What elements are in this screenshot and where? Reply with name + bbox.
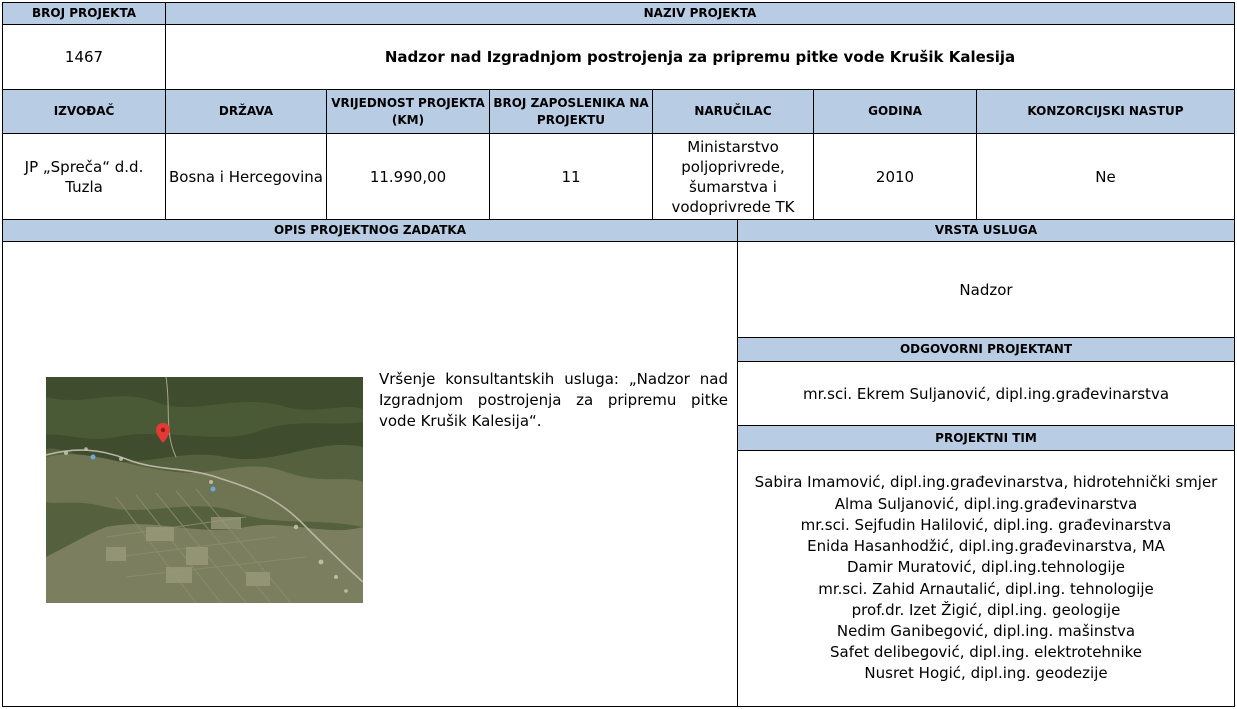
- projektni-tim-list: [737, 450, 1235, 707]
- vrijednost-value: 11.990,00: [326, 133, 490, 220]
- izvodjac-header: IZVOĐAČ: [2, 89, 166, 134]
- godina-value: 2010: [813, 133, 977, 220]
- drzava-value: Bosna i Hercegovina: [165, 133, 327, 220]
- odgovorni-projektant-value: mr.sci. Ekrem Suljanović, dipl.ing.građevinarstva: [737, 361, 1235, 426]
- drzava-header: DRŽAVA: [165, 89, 327, 134]
- narucilac-header: NARUČILAC: [652, 89, 814, 134]
- satellite-map-image: [46, 377, 363, 603]
- zaposlenici-header: BROJ ZAPOSLENIKA NA PROJEKTU: [489, 89, 653, 134]
- broj-projekta-value: 1467: [2, 24, 166, 90]
- izvodjac-value: JP „Spreča“ d.d. Tuzla: [2, 133, 166, 220]
- team-member: Sabira Imamović, dipl.ing.građevinarstva, hidrotehnički smjer: [754, 473, 1218, 492]
- projektni-tim-header: PROJEKTNI TIM: [737, 425, 1235, 451]
- vrsta-usluga-value: Nadzor: [737, 241, 1235, 338]
- team-member: Alma Suljanović, dipl.ing.građevinarstva: [834, 494, 1138, 513]
- odgovorni-projektant-header: ODGOVORNI PROJEKTANT: [737, 337, 1235, 362]
- vrijednost-header: VRIJEDNOST PROJEKTA (KM): [326, 89, 490, 134]
- opis-text: Vršenje konsultantskih usluga: „Nadzor nad Izgradnjom postrojenja za pripremu pitke vode Krušik Kalesija“.: [379, 370, 728, 430]
- broj-projekta-header: BROJ PROJEKTA: [2, 2, 166, 25]
- naziv-projekta-value: Nadzor nad Izgradnjom postrojenja za pripremu pitke vode Krušik Kalesija: [165, 24, 1235, 90]
- opis-header: OPIS PROJEKTNOG ZADATKA: [2, 219, 738, 242]
- team-member: Nedim Ganibegović, dipl.ing. mašinstva: [836, 621, 1136, 640]
- team-member: mr.sci. Sejfudin Halilović, dipl.ing. građevinarstva: [800, 515, 1172, 534]
- narucilac-value: Ministarstvo poljoprivrede, šumarstva i vodoprivrede TK: [652, 133, 814, 220]
- team-member: Enida Hasanhodžić, dipl.ing.građevinarstva, MA: [807, 537, 1165, 556]
- team-member: prof.dr. Izet Žigić, dipl.ing. geologije: [851, 600, 1121, 619]
- team-member: Nusret Hogić, dipl.ing. geodezije: [864, 664, 1108, 683]
- team-member: Safet delibegović, dipl.ing. elektrotehnike: [830, 643, 1142, 662]
- vrsta-usluga-header: VRSTA USLUGA: [737, 219, 1235, 242]
- team-member: Damir Muratović, dipl.ing.tehnologije: [847, 558, 1125, 577]
- konzorcijski-header: KONZORCIJSKI NASTUP: [976, 89, 1235, 134]
- godina-header: GODINA: [813, 89, 977, 134]
- team-member: mr.sci. Zahid Arnautalić, dipl.ing. tehnologije: [818, 579, 1154, 598]
- zaposlenici-value: 11: [489, 133, 653, 220]
- naziv-projekta-header: NAZIV PROJEKTA: [165, 2, 1235, 25]
- konzorcijski-value: Ne: [976, 133, 1235, 220]
